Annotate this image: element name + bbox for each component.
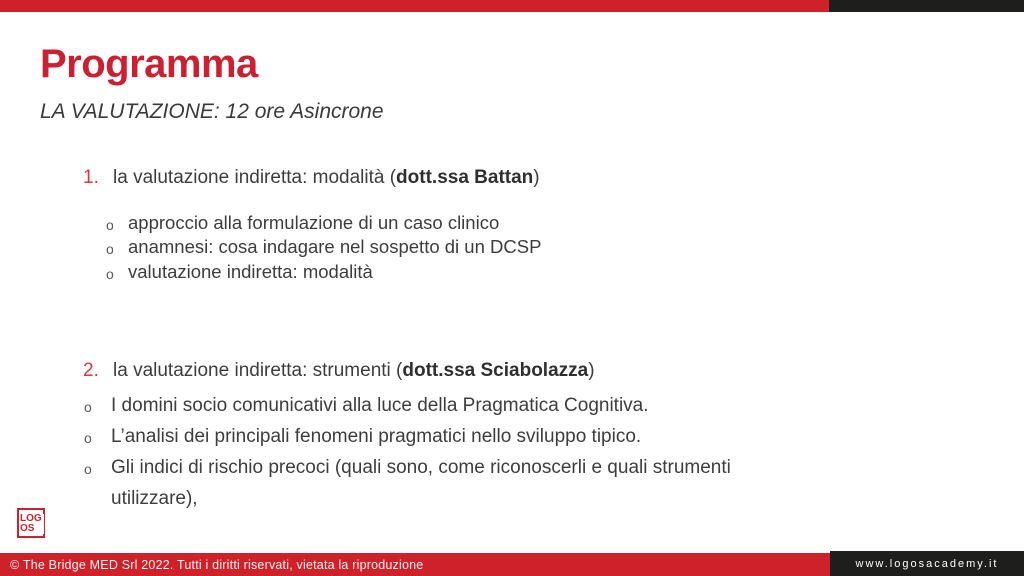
- item-text-regular: la valutazione indiretta: strumenti (: [113, 360, 403, 381]
- list-item: [106, 211, 499, 235]
- top-accent-bar-dark: [829, 0, 1024, 12]
- circle-bullet-icon: o: [84, 430, 92, 446]
- item-text-regular: ): [588, 360, 595, 381]
- list-item-label: anamnesi: cosa indagare nel sospetto di un DCSP: [128, 236, 542, 257]
- logo-line-1: LOG: [20, 513, 42, 524]
- circle-bullet-icon: o: [84, 461, 92, 477]
- list-item: [84, 421, 641, 452]
- item-text: [83, 359, 595, 383]
- circle-bullet-icon: o: [106, 217, 114, 233]
- item-text-regular: la valutazione indiretta: modalità (: [113, 167, 397, 188]
- list-item-label: valutazione indiretta: modalità: [128, 261, 373, 282]
- list-item: [106, 235, 541, 259]
- circle-bullet-icon: o: [106, 241, 114, 257]
- circle-bullet-icon: o: [106, 266, 114, 282]
- item-number: 2.: [83, 360, 99, 381]
- item-text-bold: dott.ssa Battan: [396, 167, 534, 188]
- list-item-label: approccio alla formulazione di un caso clinico: [128, 212, 500, 233]
- item-text-regular: ): [533, 167, 540, 188]
- numbered-item-2: [83, 359, 595, 383]
- page-title: Programma: [40, 42, 258, 86]
- list-item-label: I domini socio comunicativi alla luce della Pragmatica Cognitiva.: [111, 395, 649, 416]
- website-url: www.logosacademy.it: [855, 557, 999, 570]
- item-text-bold: dott.ssa Sciabolazza: [402, 360, 589, 381]
- item-number: 1.: [83, 167, 99, 188]
- top-accent-bar-red: [0, 0, 829, 12]
- item-text: [83, 166, 540, 190]
- slide-subtitle: LA VALUTAZIONE: 12 ore Asincrone: [40, 100, 384, 123]
- footer-bar: [0, 553, 830, 576]
- list-item: [84, 390, 649, 421]
- logo-line-2: OS: [20, 522, 35, 534]
- logo-wordmark: [19, 514, 44, 534]
- list-item: [106, 260, 373, 284]
- footer-website-block: [830, 551, 1024, 576]
- list-item-label: L’analisi dei principali fenomeni pragmatici nello sviluppo tipico.: [111, 426, 642, 447]
- list-item-label: Gli indici di rischio precoci (quali sono, come riconoscerli e quali strumenti utilizzare),: [111, 457, 731, 509]
- logos-logo: [17, 508, 45, 538]
- numbered-item-1: [83, 166, 540, 190]
- circle-bullet-icon: o: [84, 399, 92, 415]
- copyright-text: © The Bridge MED Srl 2022. Tutti i diritti riservati, vietata la riproduzione: [10, 557, 424, 572]
- list-item: [84, 452, 732, 514]
